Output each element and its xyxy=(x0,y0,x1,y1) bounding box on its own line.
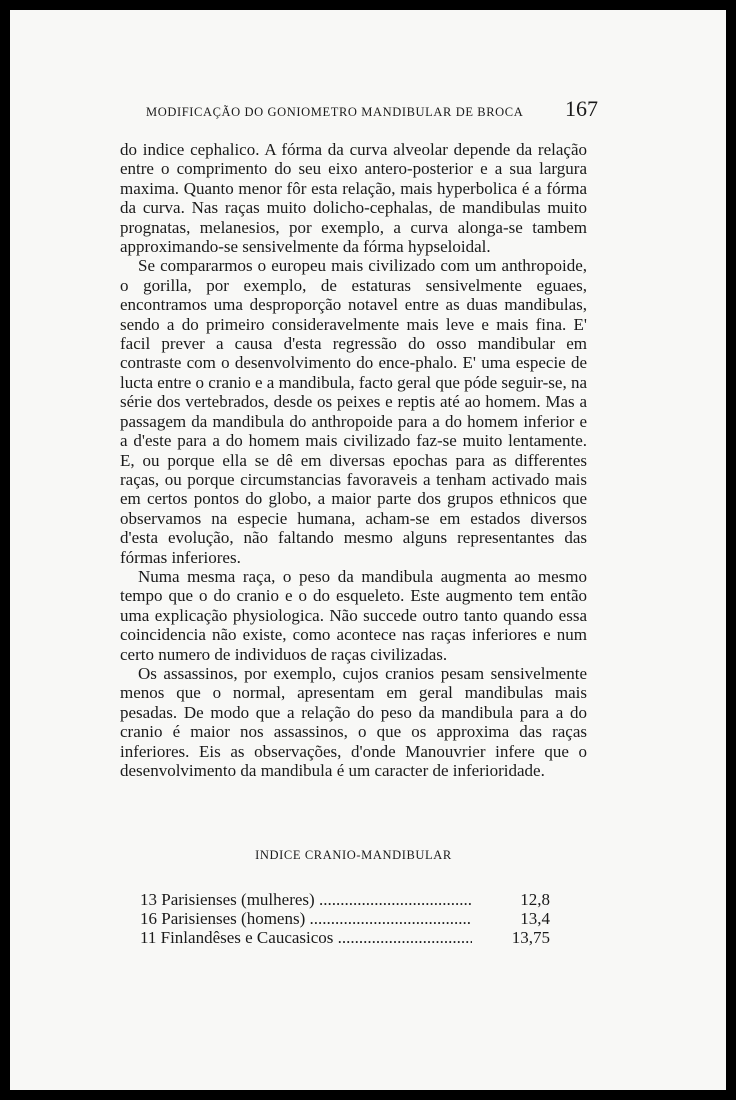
row-value: 13,75 xyxy=(511,928,550,947)
row-value: 13,4 xyxy=(520,909,550,928)
paragraph: Os assassinos, por exemplo, cujos cranios pesam sensivelmente menos que o normal, apresentam em geral mandibulas mais pesadas. De modo que a relação do peso da mandibula para a do cranio é maior nos assassinos, o que os approxima das raças inferiores. Eis as observações, d'onde Manouvrier infere que o desenvolvimento da mandibula é um caracter de inferioridade. xyxy=(120,663,587,780)
paragraph: do indice cephalico. A fórma da curva alveolar depende da relação entre o comprimento do seu eixo antero-posterior e a sua largura maxima. Quanto menor fôr esta relação, mais hyperbolica é a fórma da curva. Nas raças muito dolicho-cephalas, de mandibulas muito prognatas, melanesios, por exemplo, a curva alonga-se tambem approximando-se sensivelmente da fórma hypseloidal. xyxy=(120,140,587,257)
table-row xyxy=(140,928,550,947)
running-title: MODIFICAÇÃO DO GONIOMETRO MANDIBULAR DE BROCA xyxy=(146,105,524,119)
table-row xyxy=(140,909,550,928)
body-text xyxy=(120,140,587,780)
table-row xyxy=(140,890,550,909)
paragraph: Numa mesma raça, o peso da mandibula augmenta ao mesmo tempo que o do cranio e o do esqueleto. Este augmento tem então uma explicação physiologica. Não succede outro tanto quando essa coincidencia não existe, como acontece nas raças inferiores e num certo numero de individuos de raças civilizadas. xyxy=(120,566,587,664)
row-label: 13 Parisienses (mulheres) ..... xyxy=(140,890,472,909)
page-header xyxy=(146,96,598,122)
row-label: 16 Parisienses (homens) ..... xyxy=(140,909,472,928)
table-title: INDICE CRANIO-MANDIBULAR xyxy=(255,848,452,862)
page xyxy=(10,10,726,1090)
row-label: 11 Finlandêses e Caucasicos ..... xyxy=(140,928,472,947)
page-number: 167 xyxy=(565,96,598,121)
paragraph: Se compararmos o europeu mais civilizado com um anthropoide, o gorilla, por exemplo, de estaturas sensivelmente eguaes, encontramos uma desproporção notavel entre as duas mandibulas, sendo a do primeiro consideravelmente mais leve e mais fina. E' facil prever a causa d'esta regressão do osso mandibular em contraste com o desenvolvimento do ence-phalo. E' uma especie de lucta entre o cranio e a mandibula, facto geral que póde seguir-se, na série dos vertebrados, desde os peixes e reptis até ao homem. Mas a passagem da mandibula do anthropoide para a do homem inferior e a d'este para a do homem mais civilizado faz-se muito lentamente. E, ou porque ella se dê em diversas epochas para as differentes raças, ou porque circumstancias favoraveis a tenham activado mais em certos pontos do globo, a maior parte dos grupos ethnicos que observamos na especie humana, acham-se em estados diversos d'esta evolução, não faltando mesmo alguns representantes das fórmas inferiores. xyxy=(120,256,587,567)
row-value: 12,8 xyxy=(520,890,550,909)
index-table xyxy=(140,890,550,947)
